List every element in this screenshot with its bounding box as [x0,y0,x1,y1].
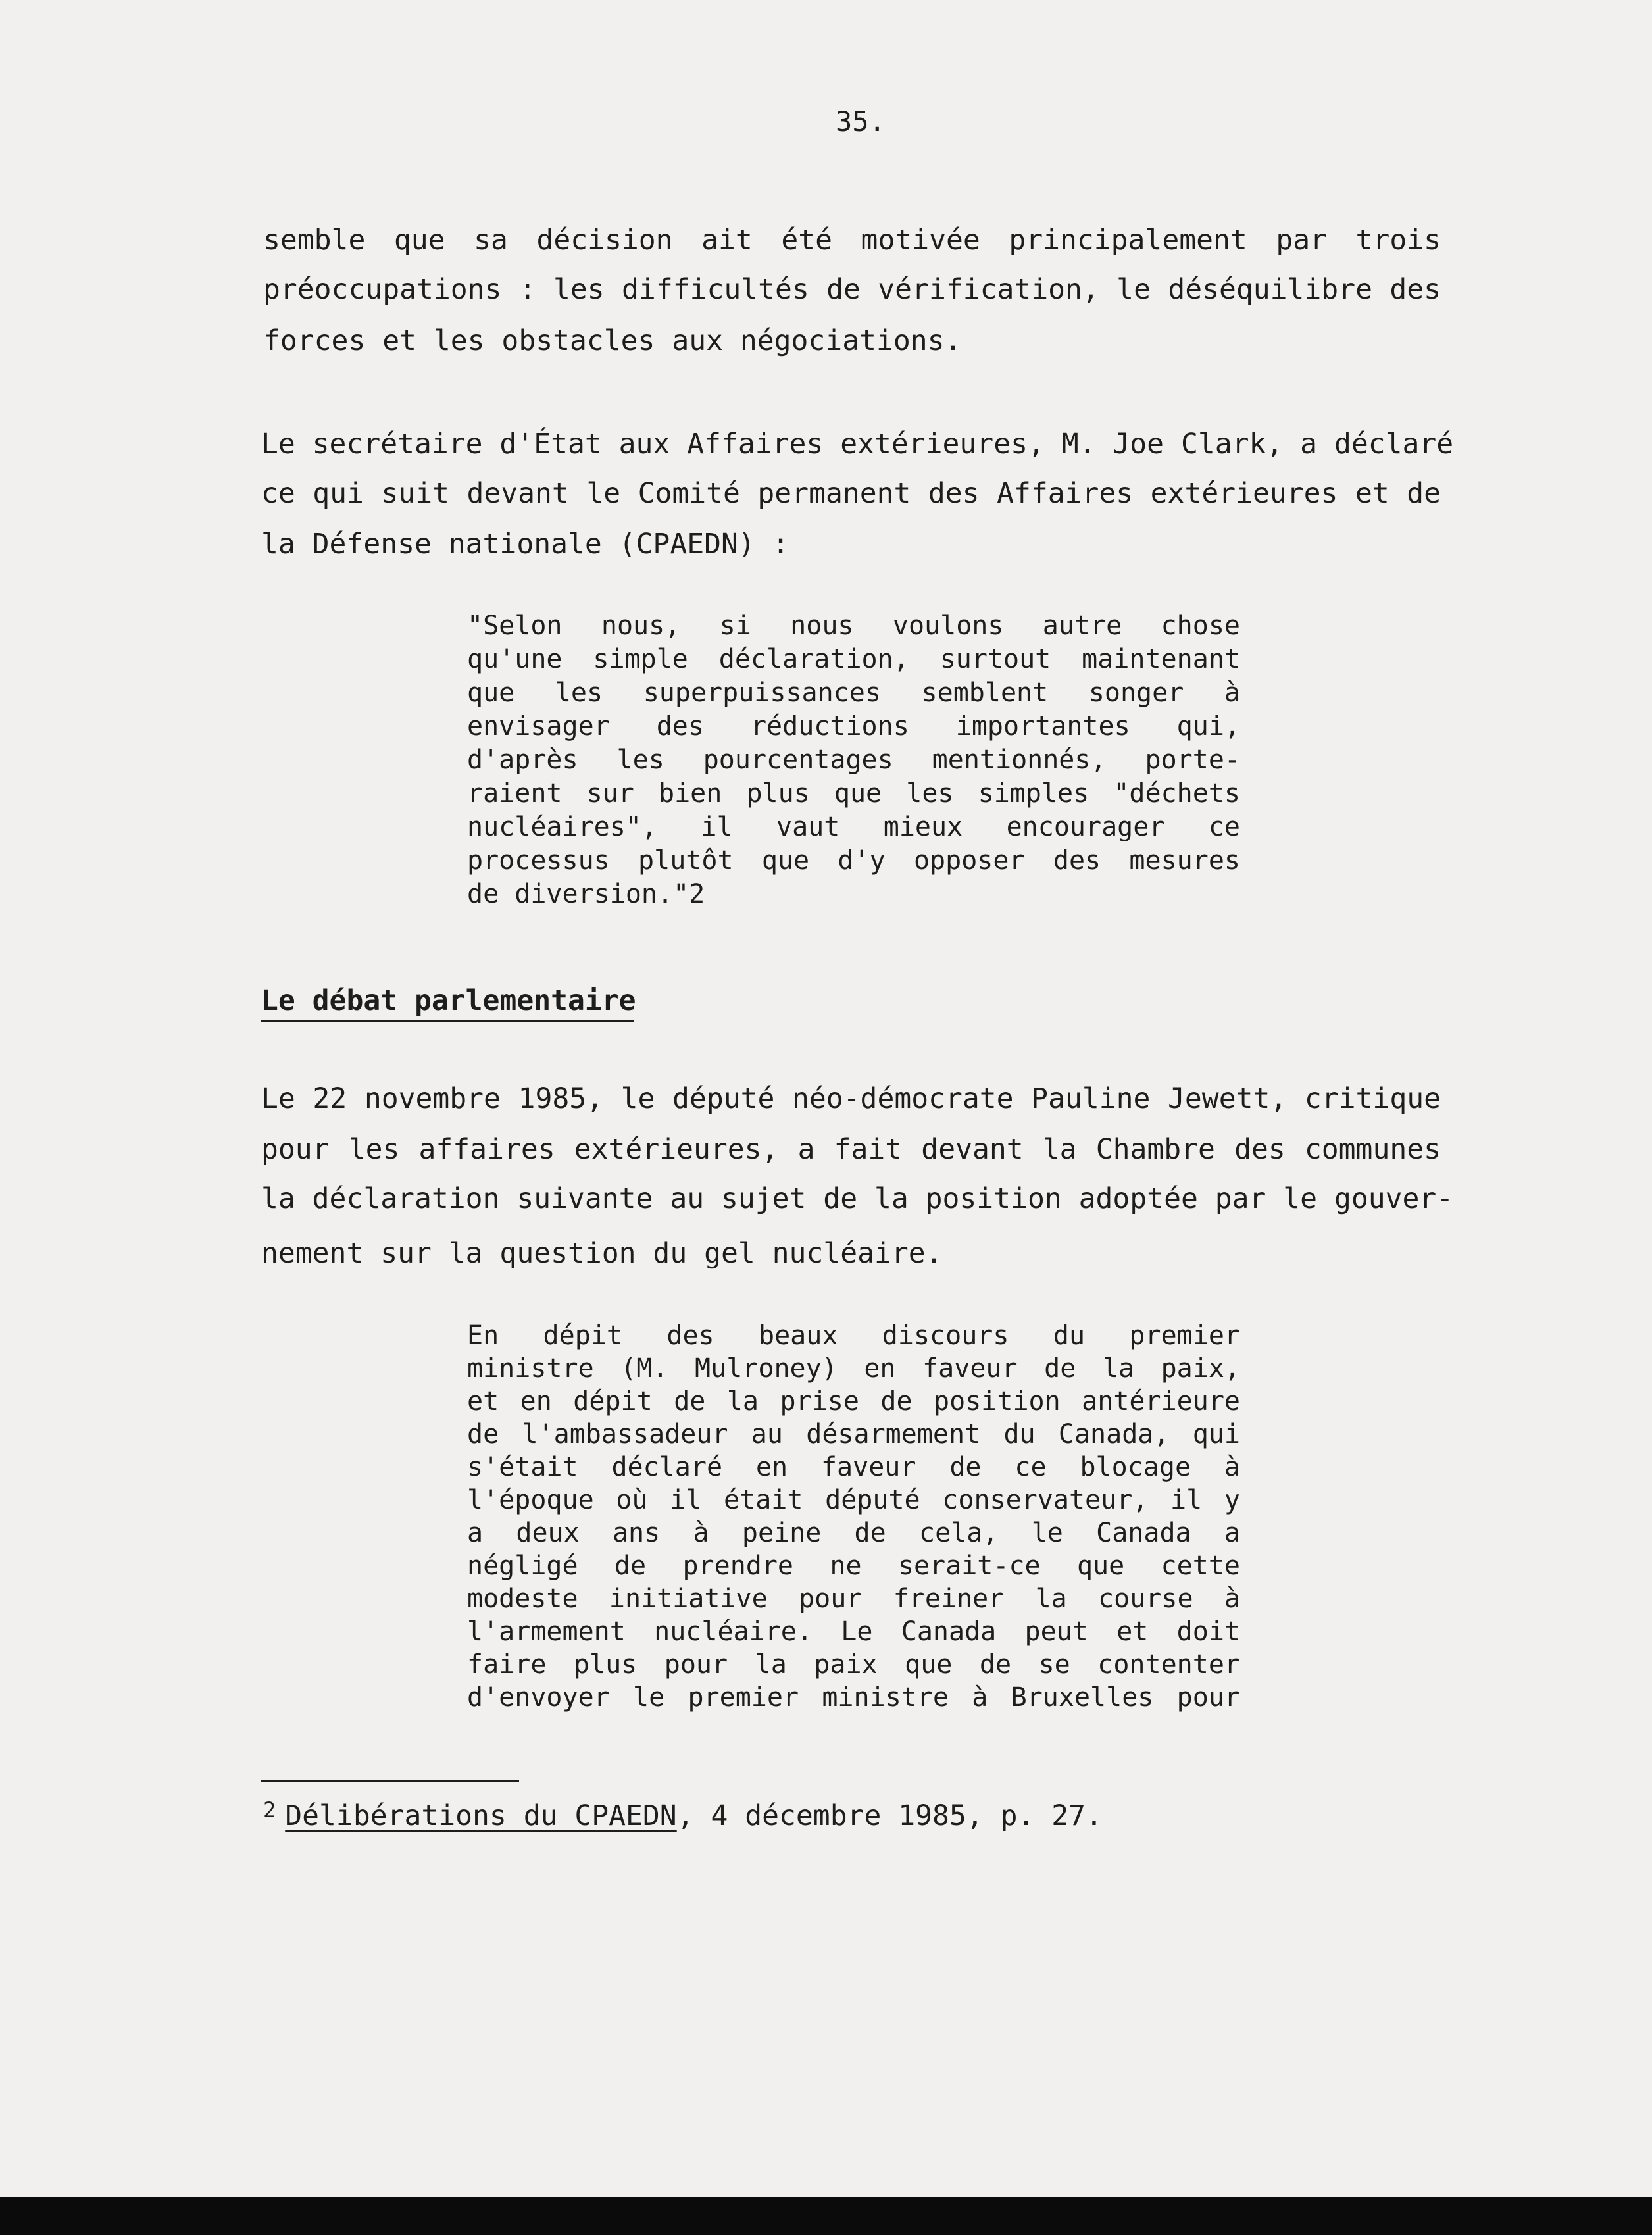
jewett-quote-line-9: modeste initiative pour freiner la course à [467,1584,1240,1614]
scan-bottom-edge [0,2197,1652,2235]
clark-quote-line-3: que les superpuissances semblent songer à [467,678,1240,708]
footnote [263,1793,1103,1833]
clark-quote-line-4: envisager des réductions importantes qui, [467,711,1240,741]
jewett-quote-line-4: de l'ambassadeur au désarmement du Canada, qui [467,1419,1240,1449]
jewett-line-2: pour les affaires extérieures, a fait devant la Chambre des communes [261,1133,1441,1166]
page-number: 35. [836,105,886,138]
jewett-quote-line-10: l'armement nucléaire. Le Canada peut et doit [467,1617,1240,1647]
jewett-quote-line-12: d'envoyer le premier ministre à Bruxelles pour [467,1682,1240,1713]
jewett-quote-line-3: et en dépit de la prise de position antérieure [467,1386,1240,1417]
intro-line-3: forces et les obstacles aux négociations. [263,324,962,357]
clark-quote-line-9: de diversion."2 [467,879,705,909]
clark-quote-line-6: raient sur bien plus que les simples "déchets [467,778,1240,809]
clark-quote-line-8: processus plutôt que d'y opposer des mesures [467,845,1240,876]
jewett-quote-line-11: faire plus pour la paix que de se contenter [467,1649,1240,1680]
jewett-quote-line-2: ministre (M. Mulroney) en faveur de la paix, [467,1353,1240,1384]
clark-quote-line-2: qu'une simple déclaration, surtout maintenant [467,644,1240,674]
footnote-separator [261,1780,519,1782]
jewett-line-1: Le 22 novembre 1985, le député néo-démocrate Pauline Jewett, critique [261,1082,1441,1115]
jewett-line-4: nement sur la question du gel nucléaire. [261,1237,943,1270]
intro-line-2: préoccupations : les difficultés de vérification, le déséquilibre des [263,273,1441,306]
jewett-quote-line-5: s'était déclaré en faveur de ce blocage à [467,1452,1240,1482]
jewett-quote-line-6: l'époque où il était député conservateur, il y [467,1485,1240,1515]
jewett-quote-line-8: négligé de prendre ne serait-ce que cette [467,1551,1240,1581]
section-heading: Le débat parlementaire [261,984,636,1017]
clark-line-2: ce qui suit devant le Comité permanent des Affaires extérieures et de [261,477,1441,510]
clark-quote-line-5: d'après les pourcentages mentionnés, porte- [467,745,1240,775]
footnote-details: , 4 décembre 1985, p. 27. [676,1799,1103,1832]
footnote-marker: 2 [263,1797,276,1822]
clark-line-3: la Défense nationale (CPAEDN) : [261,528,789,561]
footnote-source-title: Délibérations du CPAEDN [285,1799,677,1832]
jewett-quote-line-7: a deux ans à peine de cela, le Canada a [467,1518,1240,1548]
section-heading-underline [261,1020,634,1022]
clark-line-1: Le secrétaire d'État aux Affaires extérieures, M. Joe Clark, a déclaré [261,428,1454,461]
jewett-quote-line-1: En dépit des beaux discours du premier [467,1320,1240,1351]
clark-quote-line-1: "Selon nous, si nous voulons autre chose [467,611,1240,641]
clark-quote-line-7: nucléaires", il vaut mieux encourager ce [467,812,1240,842]
intro-line-1: semble que sa décision ait été motivée principalement par trois [263,224,1441,257]
jewett-line-3: la déclaration suivante au sujet de la position adoptée par le gouver- [261,1182,1454,1215]
